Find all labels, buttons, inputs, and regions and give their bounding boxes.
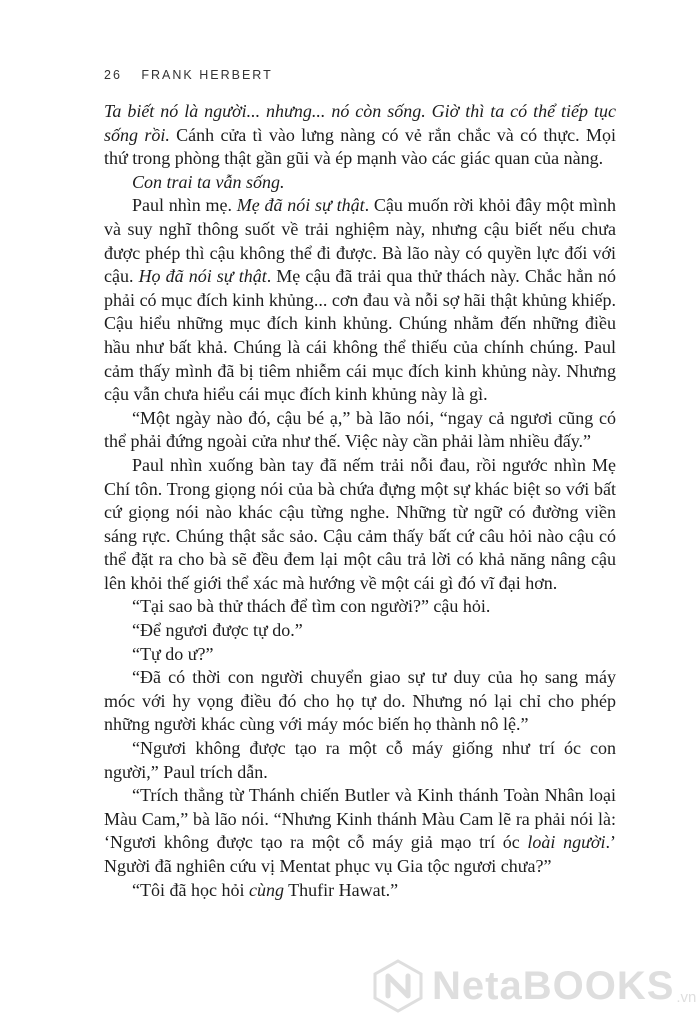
text-span: “Trích thẳng từ Thánh chiến Butler và Kinh thánh Toàn Nhân loại Màu Cam,” bà lão nói. “Nhưng Kinh thánh Màu Cam lẽ ra phải nói là: ‘Ngươi không được tạo ra một cỗ máy giả mạo trí óc	[104, 785, 616, 853]
paragraph	[104, 407, 616, 454]
paragraph	[104, 737, 616, 784]
paragraph	[104, 595, 616, 619]
paragraph	[104, 194, 616, 406]
text-span: “Đã có thời con người chuyển giao sự tư duy của họ sang máy móc với hy vọng điều đó cho họ tự do. Nhưng nó lại chỉ cho phép những người khác cùng với máy móc biến họ thành nô lệ.”	[104, 667, 616, 735]
text-span: “Ngươi không được tạo ra một cỗ máy giống như trí óc con người,” Paul trích dẫn.	[104, 738, 616, 782]
italic-text: Họ đã nói sự thật	[138, 266, 267, 287]
netabooks-logo-icon	[370, 958, 426, 1014]
running-header	[104, 68, 273, 82]
paragraph	[104, 619, 616, 643]
text-span: . Cậu muốn rời khỏi đây một mình và suy nghĩ thông suốt về trải nghiệm này, nhưng cậu biết nếu chưa được phép thì cậu không thể đi được. Bà lão này có quyền lực đối với cậu.	[104, 195, 616, 287]
italic-text: cùng	[248, 879, 284, 900]
paragraph	[104, 100, 616, 171]
watermark-suffix: .vn	[676, 989, 697, 1006]
text-span: Paul nhìn xuống bàn tay đã nếm trải nỗi đau, rồi ngước nhìn Mẹ Chí tôn. Trong giọng nói của bà chứa đựng một sự khác biệt so với bất cứ giọng nói nào khác cậu từng nghe. Những từ ngữ có đường viền sáng rực. Chúng thật sắc sảo. Cậu cảm thấy bất cứ câu hỏi nào cậu có thể đặt ra cho bà sẽ đều đem lại một câu trả lời có khả năng nâng cậu lên khỏi thế giới thể xác mà hướng về một cái gì đó vĩ đại hơn.	[104, 454, 616, 593]
page-number: 26	[104, 68, 122, 82]
paragraph	[104, 171, 616, 195]
italic-text: loài người	[527, 832, 606, 853]
paragraph	[104, 666, 616, 737]
text-span: Paul nhìn mẹ.	[132, 195, 237, 216]
italic-text: Mẹ đã nói sự thật	[236, 195, 365, 216]
text-span: Cánh cửa tì vào lưng nàng có vẻ rắn chắc và có thực. Mọi thứ trong phòng thật gần gũi và ép mạnh vào các giác quan của nàng.	[104, 124, 616, 169]
italic-text: Con trai ta vẫn sống.	[132, 171, 285, 192]
body-text	[104, 100, 616, 902]
italic-text: Ta biết nó là người... nhưng... nó còn sống. Giờ thì ta có thể tiếp tục sống rồi.	[104, 101, 616, 145]
author-name: FRANK HERBERT	[141, 68, 273, 82]
paragraph	[104, 643, 616, 667]
text-span: . Mẹ cậu đã trải qua thử thách này. Chắc hẳn nó phải có mục đích kinh khủng... cơn đau và nỗi sợ hãi thật khủng khiếp. Cậu hiểu những mục đích kinh khủng. Chúng nhằm đến những điều hầu như bất khả. Chúng là cái không thể thiếu của chính chúng. Paul cảm thấy mình đã bị tiêm nhiễm cái mục đích kinh khủng này. Nhưng cậu vẫn chưa hiểu cái mục đích kinh khủng này là gì.	[104, 266, 617, 405]
watermark-logo	[370, 958, 696, 1014]
text-span: “Một ngày nào đó, cậu bé ạ,” bà lão nói, “ngay cả ngươi cũng có thể phải đứng ngoài cửa như thế. Việc này cần phải làm nhiều đấy.”	[104, 407, 616, 452]
text-span: “Tự do ư?”	[132, 643, 214, 664]
watermark-text: NetaBOOKS	[432, 963, 675, 1008]
text-span: “Tại sao bà thử thách để tìm con người?” cậu hỏi.	[132, 596, 491, 617]
text-span: .’ Người đã nghiên cứu vị Mentat phục vụ Gia tộc ngươi chưa?”	[104, 832, 616, 876]
text-span: “Tôi đã học hỏi	[132, 879, 249, 900]
paragraph	[104, 879, 616, 903]
paragraph	[104, 784, 616, 878]
text-span: Thufir Hawat.”	[283, 879, 399, 900]
paragraph	[104, 454, 616, 596]
text-span: “Để ngươi được tự do.”	[132, 620, 303, 641]
